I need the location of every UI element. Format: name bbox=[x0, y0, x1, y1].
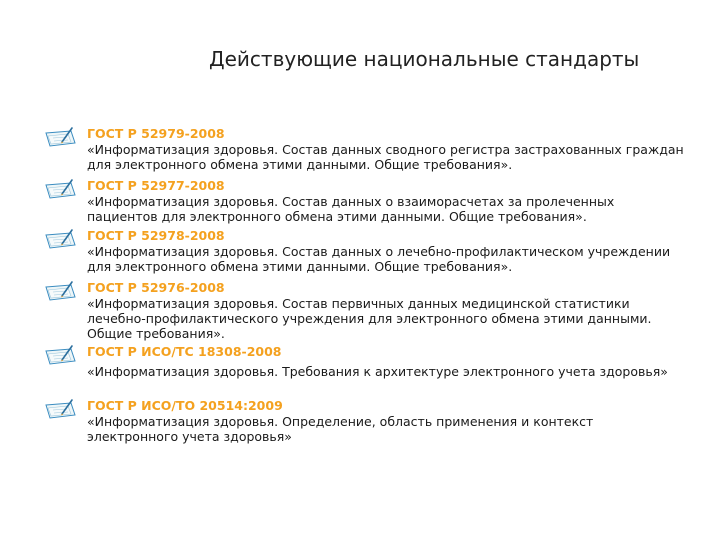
slide-title: Действующие национальные стандарты bbox=[209, 47, 640, 71]
standard-code: ГОСТ Р ИСО/ТС 18308-2008 bbox=[87, 344, 282, 359]
document-pen-bullet-icon bbox=[44, 178, 76, 200]
standard-code: ГОСТ Р 52979-2008 bbox=[87, 126, 225, 141]
standard-code: ГОСТ Р 52977-2008 bbox=[87, 178, 225, 193]
standard-description: «Информатизация здоровья. Состав данных о лечебно-профилактическом учреждении для электронного обмена этими данными. Общие требования». bbox=[87, 244, 671, 274]
document-pen-bullet-icon bbox=[44, 228, 76, 250]
standard-description: «Информатизация здоровья. Требования к архитектуре электронного учета здоровья» bbox=[87, 364, 668, 379]
standard-description: «Информатизация здоровья. Состав данных о взаиморасчетах за пролеченных пациентов для электронного обмена этими данными. Общие требования». bbox=[87, 194, 615, 224]
standard-code: ГОСТ Р ИСО/ТО 20514:2009 bbox=[87, 398, 283, 413]
standard-code: ГОСТ Р 52976-2008 bbox=[87, 280, 225, 295]
document-pen-bullet-icon bbox=[44, 398, 76, 420]
document-pen-bullet-icon bbox=[44, 280, 76, 302]
document-pen-bullet-icon bbox=[44, 344, 76, 366]
standard-description: «Информатизация здоровья. Состав данных сводного регистра застрахованных граждан для электронного обмена этими данными. Общие требования». bbox=[87, 142, 684, 172]
standard-description: «Информатизация здоровья. Определение, область применения и контекст электронного учета здоровья» bbox=[87, 414, 594, 444]
document-pen-bullet-icon bbox=[44, 126, 76, 148]
standard-description: «Информатизация здоровья. Состав первичных данных медицинской статистики лечебно-профилактического учреждения для электронного обмена этими данными. Общие требования». bbox=[87, 296, 652, 341]
standard-code: ГОСТ Р 52978-2008 bbox=[87, 228, 225, 243]
